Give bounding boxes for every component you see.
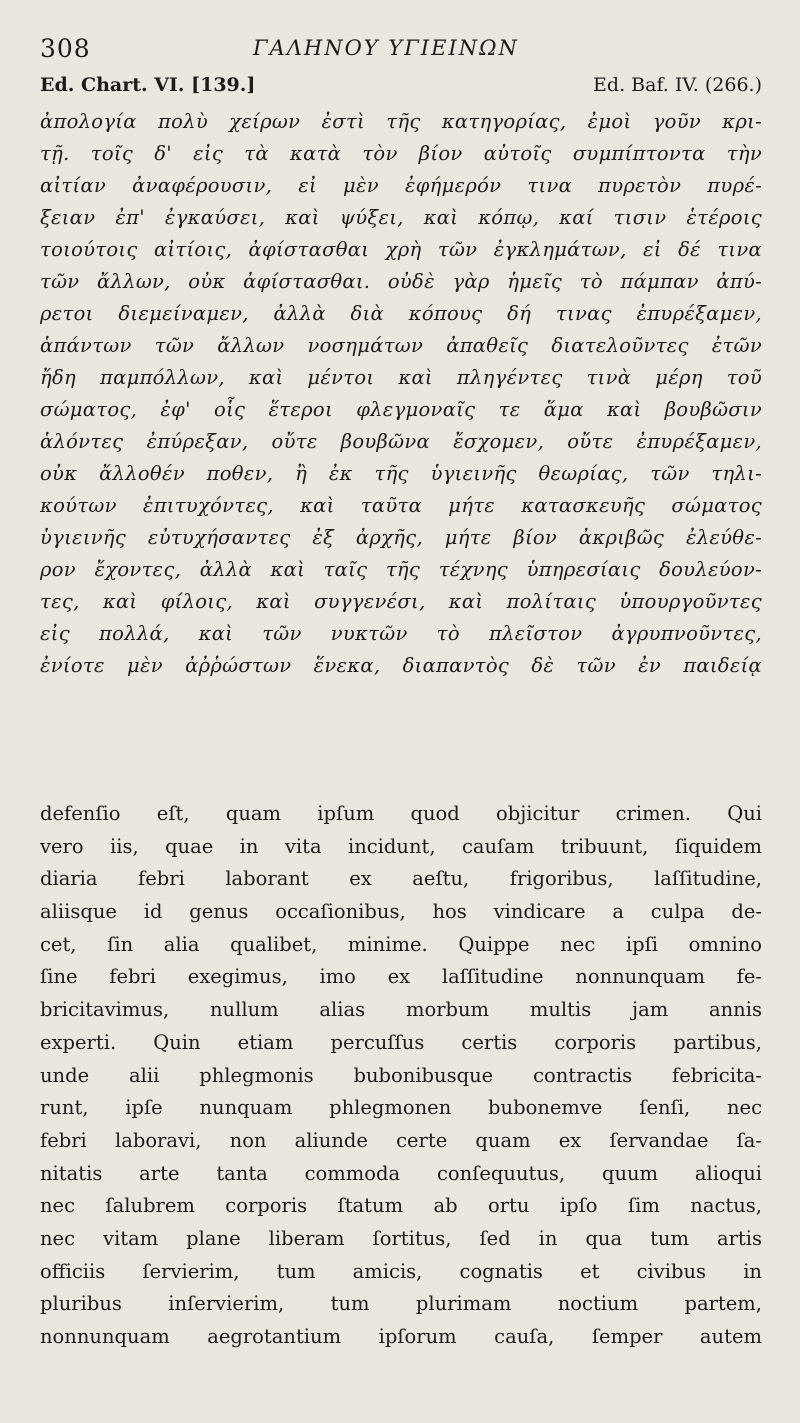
greek-line: εἰς πολλά, καὶ τῶν νυκτῶν τὸ πλεῖστον ἀγρυπνοῦντες, <box>40 622 762 645</box>
greek-line: ὑγιεινῆς εὐτυχήσαντες ἐξ ἀρχῆς, μήτε βίον ἀκριβῶς ἐλεύθε- <box>40 526 762 549</box>
greek-line: τῶν ἄλλων, οὐκ ἀφίστασθαι. οὐδὲ γὰρ ἡμεῖς τὸ πάμπαν ἀπύ- <box>40 270 762 293</box>
greek-line: ξειαν ἐπ' ἐγκαύσει, καὶ ψύξει, καὶ κόπῳ, καί τισιν ἑτέροις <box>40 206 762 229</box>
latin-line: bricitavimus, nullum alias morbum multis jam annis <box>40 998 762 1022</box>
greek-line: τῇ. τοῖς δ' εἰς τὰ κατὰ τὸν βίον αὐτοῖς συμπίπτοντα τὴν <box>40 142 762 165</box>
latin-line: aliisque id genus occaſionibus, hos vindicare a culpa de- <box>40 900 762 924</box>
greek-line: κούτων ἐπιτυχόντες, καὶ ταῦτα μήτε κατασκευῆς σώματος <box>40 494 762 517</box>
latin-line: febri laboravi, non aliunde certe quam ex ſervandae ſa- <box>40 1128 762 1152</box>
latin-line: nec ſalubrem corporis ſtatum ab ortu ipſo ſim nactus, <box>40 1194 762 1218</box>
greek-line: αἰτίαν ἀναφέρουσιν, εἰ μὲν ἐφήμερόν τινα πυρετὸν πυρέ- <box>40 174 762 197</box>
latin-line: nitatis arte tanta commoda conſequutus, quum alioqui <box>40 1161 762 1185</box>
latin-line: defenſio eſt, quam ipſum quod objicitur crimen. Qui <box>40 802 762 825</box>
latin-line: ſine febri exegimus, imo ex laſſitudine nonnunquam fe- <box>40 965 762 989</box>
greek-line: οὐκ ἄλλοθέν ποθεν, ἢ ἐκ τῆς ὑγιεινῆς θεωρίας, τῶν τηλι- <box>40 462 762 485</box>
running-title: ΓΑΛΗΝΟΥ ΥΓΙΕΙΝΩΝ <box>253 36 519 60</box>
greek-line: ἐνίοτε μὲν ἀῤῥώστων ἕνεκα, διαπαντὸς δὲ τῶν ἐν παιδείᾳ <box>40 654 762 677</box>
latin-line: cet, ſin alia qualibet, minime. Quippe nec ipſi omnino <box>40 932 762 956</box>
latin-line: nonnunquam aegrotantium ipſorum cauſa, ſemper autem <box>40 1325 762 1348</box>
greek-line: ἤδη παμπόλλων, καὶ μέντοι καὶ πληγέντες τινὰ μέρη τοῦ <box>40 366 762 389</box>
latin-line: officiis ſervierim, tum amicis, cognatis et civibus in <box>40 1259 762 1283</box>
latin-line: runt, ipſe nunquam phlegmonen bubonemve ſenſi, nec <box>40 1096 762 1120</box>
edition-basel-ref: Ed. Baf. IV. (266.) <box>593 74 762 96</box>
latin-line: nec vitam plane liberam ſortitus, ſed in qua tum artis <box>40 1226 762 1250</box>
latin-line: experti. Quin etiam percuſſus certis corporis partibus, <box>40 1030 762 1054</box>
greek-line: τες, καὶ φίλοις, καὶ συγγενέσι, καὶ πολίταις ὑπουργοῦντες <box>40 590 762 613</box>
greek-line: ρετοι διεμείναμεν, ἀλλὰ διὰ κόπους δή τινας ἐπυρέξαμεν, <box>40 302 762 325</box>
latin-line: vero iis, quae in vita incidunt, cauſam tribuunt, ſiquidem <box>40 834 762 858</box>
page-header <box>40 34 760 66</box>
greek-line: τοιούτοις αἰτίοις, ἀφίστασθαι χρὴ τῶν ἐγκλημάτων, εἰ δέ τινα <box>40 238 762 261</box>
latin-text-block <box>40 798 762 1354</box>
greek-line: ἀπολογία πολὺ χείρων ἐστὶ τῆς κατηγορίας, ἐμοὶ γοῦν κρι- <box>40 110 762 133</box>
latin-line: unde alii phlegmonis bubonibusque contractis febricita- <box>40 1063 762 1087</box>
page-number: 308 <box>40 34 91 63</box>
greek-line: ἁπάντων τῶν ἄλλων νοσημάτων ἀπαθεῖς διατελοῦντες ἐτῶν <box>40 334 762 357</box>
edition-chartier-ref: Ed. Chart. VI. [139.] <box>40 74 256 96</box>
latin-line: pluribus inſervierim, tum plurimam noctium partem, <box>40 1292 762 1316</box>
greek-line: ἁλόντες ἐπύρεξαν, οὔτε βουβῶνα ἔσχομεν, οὔτε ἐπυρέξαμεν, <box>40 430 762 453</box>
greek-text-block <box>40 106 762 682</box>
edition-references <box>40 74 762 102</box>
greek-line: ρον ἔχοντες, ἀλλὰ καὶ ταῖς τῆς τέχνης ὑπηρεσίαις δουλεύον- <box>40 558 762 581</box>
greek-line: σώματος, ἐφ' οἷς ἕτεροι φλεγμοναῖς τε ἅμα καὶ βουβῶσιν <box>40 398 762 421</box>
latin-line: diaria febri laborant ex aeſtu, frigoribus, laſſitudine, <box>40 867 762 891</box>
